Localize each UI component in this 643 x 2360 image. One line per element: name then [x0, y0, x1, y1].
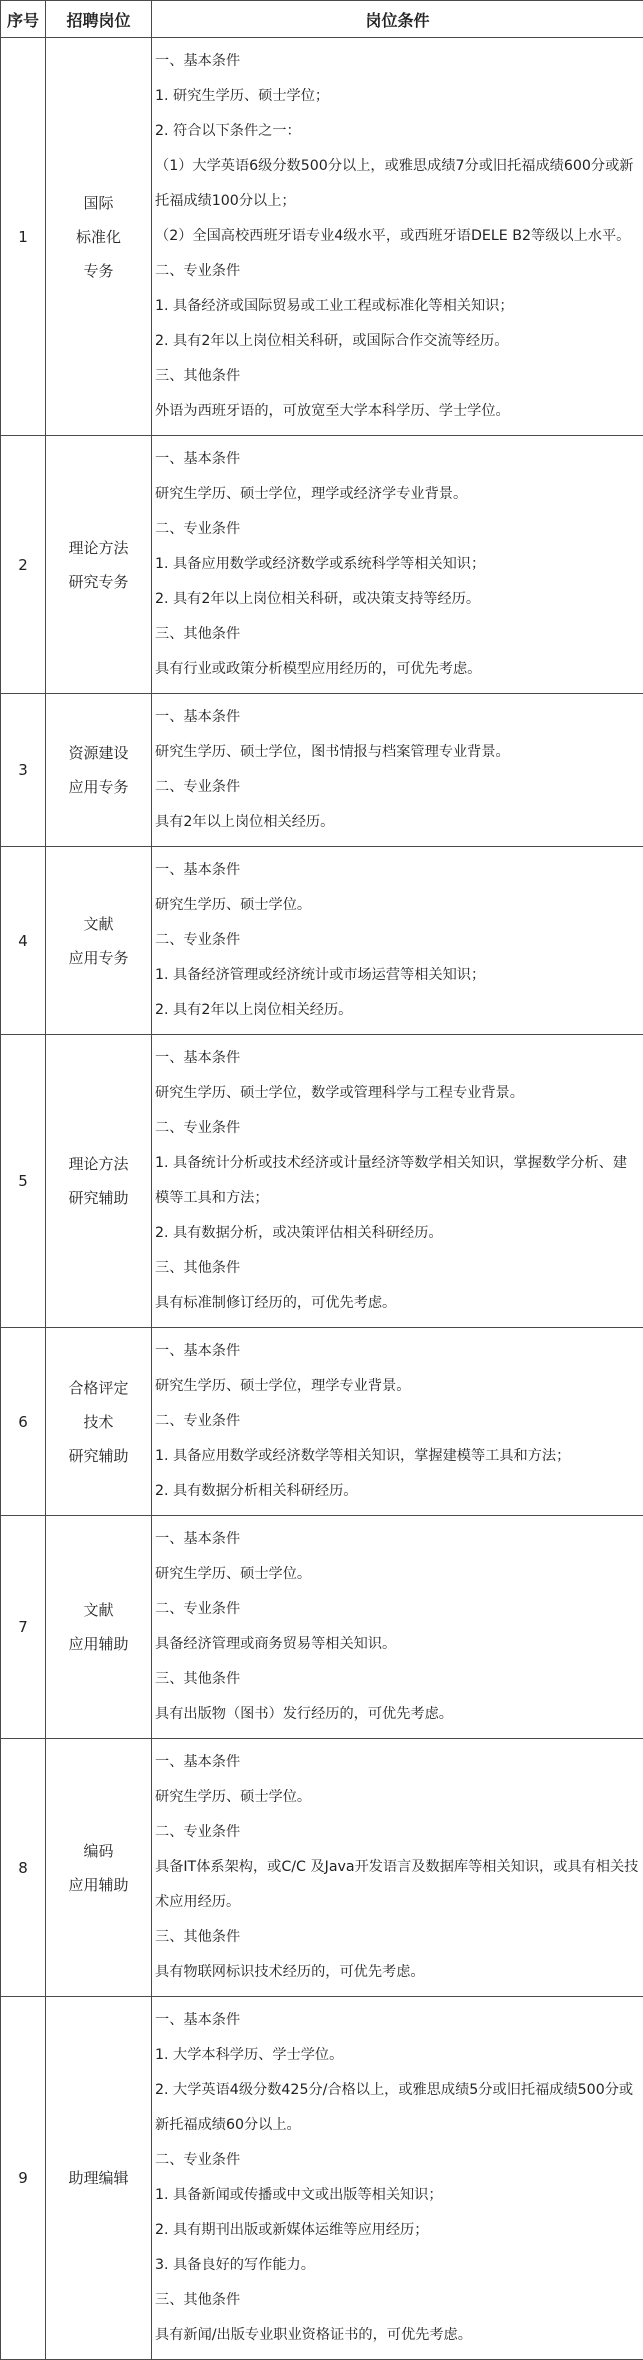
condition-line: 一、基本条件	[155, 442, 639, 477]
row-number: 8	[1, 1739, 46, 1997]
condition-line: 2. 具有数据分析，或决策评估相关科研经历。	[155, 1216, 639, 1251]
condition-line: 3. 具备良好的写作能力。	[155, 2248, 639, 2283]
post-name	[46, 436, 152, 694]
condition-line: 一、基本条件	[155, 853, 639, 888]
condition-line: 三、其他条件	[155, 617, 639, 652]
header-conditions: 岗位条件	[152, 1, 643, 38]
condition-line: 2. 具有数据分析相关科研经历。	[155, 1474, 639, 1509]
condition-line: 二、专业条件	[155, 1111, 639, 1146]
condition-line: 二、专业条件	[155, 923, 639, 958]
post-name-line: 标准化	[48, 220, 149, 254]
condition-line: 二、专业条件	[155, 1815, 639, 1850]
condition-line: 1. 具备应用数学或经济数学等相关知识，掌握建模等工具和方法；	[155, 1439, 639, 1474]
row-number: 6	[1, 1328, 46, 1516]
post-name	[46, 847, 152, 1035]
table-row	[1, 1035, 643, 1328]
post-name-line: 研究辅助	[48, 1181, 149, 1215]
condition-line: 一、基本条件	[155, 700, 639, 735]
post-conditions	[152, 847, 643, 1035]
post-conditions	[152, 38, 643, 436]
row-number: 9	[1, 1997, 46, 2360]
table-row	[1, 38, 643, 436]
header-row	[1, 1, 643, 38]
condition-line: 研究生学历、硕士学位，理学或经济学专业背景。	[155, 477, 639, 512]
post-name-line: 理论方法	[48, 531, 149, 565]
post-name-line: 应用专务	[48, 941, 149, 975]
post-name-line: 合格评定	[48, 1371, 149, 1405]
condition-line: 研究生学历、硕士学位，数学或管理科学与工程专业背景。	[155, 1076, 639, 1111]
post-name	[46, 1516, 152, 1739]
condition-line: 研究生学历、硕士学位，理学专业背景。	[155, 1369, 639, 1404]
condition-line: 具有标准制修订经历的，可优先考虑。	[155, 1286, 639, 1321]
condition-line: 研究生学历、硕士学位。	[155, 1780, 639, 1815]
condition-line: （2）全国高校西班牙语专业4级水平，或西班牙语DELE B2等级以上水平。	[155, 219, 639, 254]
row-number: 4	[1, 847, 46, 1035]
condition-line: 三、其他条件	[155, 1662, 639, 1697]
condition-line: 三、其他条件	[155, 359, 639, 394]
table-row	[1, 1516, 643, 1739]
condition-line: 一、基本条件	[155, 1041, 639, 1076]
table-row	[1, 1328, 643, 1516]
post-conditions	[152, 1035, 643, 1328]
condition-line: 具有出版物（图书）发行经历的，可优先考虑。	[155, 1697, 639, 1732]
condition-line: 一、基本条件	[155, 1745, 639, 1780]
table-row	[1, 436, 643, 694]
condition-line: 二、专业条件	[155, 2143, 639, 2178]
row-number: 1	[1, 38, 46, 436]
condition-line: 2. 具有期刊出版或新媒体运维等应用经历；	[155, 2213, 639, 2248]
post-name-line: 助理编辑	[48, 2161, 149, 2195]
post-name-line: 应用专务	[48, 770, 149, 804]
condition-line: 具备IT体系架构，或C/C 及Java开发语言及数据库等相关知识，或具有相关技术应用经历。	[155, 1850, 639, 1920]
condition-line: 2. 大学英语4级分数425分/合格以上，或雅思成绩5分或旧托福成绩500分或新托福成绩60分以上。	[155, 2073, 639, 2143]
post-name	[46, 1997, 152, 2360]
table-row	[1, 1739, 643, 1997]
post-conditions	[152, 1328, 643, 1516]
post-name-line: 应用辅助	[48, 1627, 149, 1661]
condition-line: 具有物联网标识技术经历的，可优先考虑。	[155, 1955, 639, 1990]
condition-line: 具备经济管理或商务贸易等相关知识。	[155, 1627, 639, 1662]
post-conditions	[152, 1516, 643, 1739]
condition-line: 二、专业条件	[155, 1404, 639, 1439]
post-name-line: 资源建设	[48, 736, 149, 770]
condition-line: 二、专业条件	[155, 512, 639, 547]
condition-line: （1）大学英语6级分数500分以上，或雅思成绩7分或旧托福成绩600分或新托福成绩100分以上；	[155, 149, 639, 219]
condition-line: 2. 具有2年以上岗位相关科研，或国际合作交流等经历。	[155, 324, 639, 359]
condition-line: 一、基本条件	[155, 44, 639, 79]
header-post: 招聘岗位	[46, 1, 152, 38]
condition-line: 二、专业条件	[155, 1592, 639, 1627]
condition-line: 研究生学历、硕士学位。	[155, 1557, 639, 1592]
condition-line: 1. 具备经济或国际贸易或工业工程或标准化等相关知识；	[155, 289, 639, 324]
condition-line: 三、其他条件	[155, 1251, 639, 1286]
condition-line: 1. 具备经济管理或经济统计或市场运营等相关知识；	[155, 958, 639, 993]
condition-line: 一、基本条件	[155, 1334, 639, 1369]
post-name-line: 理论方法	[48, 1147, 149, 1181]
header-no: 序号	[1, 1, 46, 38]
post-conditions	[152, 694, 643, 847]
table-row	[1, 847, 643, 1035]
post-name-line: 研究辅助	[48, 1439, 149, 1473]
condition-line: 具有新闻/出版专业职业资格证书的，可优先考虑。	[155, 2318, 639, 2353]
row-number: 3	[1, 694, 46, 847]
condition-line: 一、基本条件	[155, 1522, 639, 1557]
row-number: 2	[1, 436, 46, 694]
condition-line: 一、基本条件	[155, 2003, 639, 2038]
condition-line: 2. 具有2年以上岗位相关科研，或决策支持等经历。	[155, 582, 639, 617]
condition-line: 二、专业条件	[155, 770, 639, 805]
condition-line: 2. 符合以下条件之一：	[155, 114, 639, 149]
post-name-line: 应用辅助	[48, 1868, 149, 1902]
table-row	[1, 694, 643, 847]
condition-line: 研究生学历、硕士学位。	[155, 888, 639, 923]
post-name-line: 编码	[48, 1834, 149, 1868]
table-row	[1, 1997, 643, 2360]
condition-line: 二、专业条件	[155, 254, 639, 289]
post-conditions	[152, 436, 643, 694]
post-name-line: 文献	[48, 907, 149, 941]
condition-line: 三、其他条件	[155, 2283, 639, 2318]
post-conditions	[152, 1739, 643, 1997]
condition-line: 外语为西班牙语的，可放宽至大学本科学历、学士学位。	[155, 394, 639, 429]
post-name	[46, 1739, 152, 1997]
condition-line: 三、其他条件	[155, 1920, 639, 1955]
post-name	[46, 1328, 152, 1516]
condition-line: 1. 具备新闻或传播或中文或出版等相关知识；	[155, 2178, 639, 2213]
post-name-line: 技术	[48, 1405, 149, 1439]
condition-line: 研究生学历、硕士学位，图书情报与档案管理专业背景。	[155, 735, 639, 770]
post-name-line: 专务	[48, 254, 149, 288]
post-name-line: 研究专务	[48, 565, 149, 599]
condition-line: 1. 大学本科学历、学士学位。	[155, 2038, 639, 2073]
post-name	[46, 1035, 152, 1328]
condition-line: 1. 研究生学历、硕士学位；	[155, 79, 639, 114]
post-conditions	[152, 1997, 643, 2360]
post-name-line: 文献	[48, 1593, 149, 1627]
condition-line: 1. 具备统计分析或技术经济或计量经济等数学相关知识，掌握数学分析、建模等工具和方法；	[155, 1146, 639, 1216]
post-name-line: 国际	[48, 186, 149, 220]
condition-line: 1. 具备应用数学或经济数学或系统科学等相关知识；	[155, 547, 639, 582]
post-name	[46, 38, 152, 436]
condition-line: 具有2年以上岗位相关经历。	[155, 805, 639, 840]
post-name	[46, 694, 152, 847]
condition-line: 具有行业或政策分析模型应用经历的，可优先考虑。	[155, 652, 639, 687]
condition-line: 2. 具有2年以上岗位相关经历。	[155, 993, 639, 1028]
row-number: 7	[1, 1516, 46, 1739]
row-number: 5	[1, 1035, 46, 1328]
